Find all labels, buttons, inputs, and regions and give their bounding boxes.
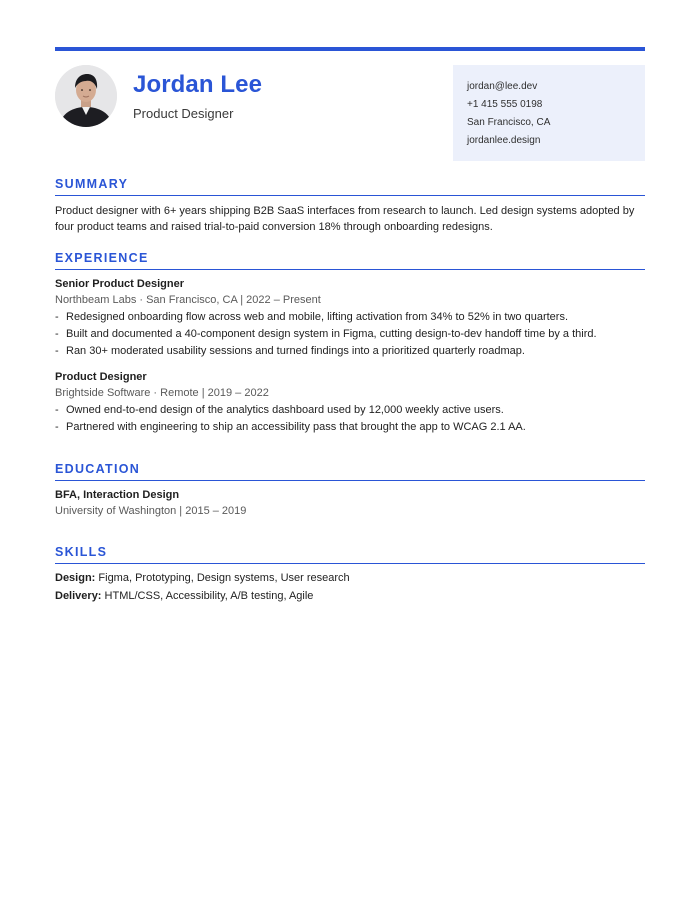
- job-bullet: - Ran 30+ moderated usability sessions and turned findings into a prioritized quarterly roadmap.: [55, 345, 525, 357]
- top-accent-rule: [55, 47, 645, 51]
- contact-email[interactable]: jordan@lee.dev: [467, 81, 538, 92]
- skills-rule: [55, 563, 645, 564]
- job-title: Product Designer: [55, 371, 147, 383]
- skill-line: Delivery: HTML/CSS, Accessibility, A/B testing, Agile: [55, 590, 314, 602]
- contact-location: San Francisco, CA: [467, 117, 551, 128]
- skills-heading: SKILLS: [55, 545, 108, 559]
- candidate-title: Product Designer: [133, 106, 234, 121]
- job-meta: Northbeam Labs · San Francisco, CA | 2022 – Present: [55, 294, 321, 306]
- job-bullet: - Owned end-to-end design of the analytics dashboard used by 12,000 weekly active users.: [55, 404, 504, 416]
- resume-header: [55, 65, 645, 161]
- education-meta: University of Washington | 2015 – 2019: [55, 505, 247, 517]
- job-title: Senior Product Designer: [55, 278, 184, 290]
- contact-phone: +1 415 555 0198: [467, 99, 543, 110]
- experience-rule: [55, 269, 645, 270]
- education-heading: EDUCATION: [55, 462, 141, 476]
- candidate-name: Jordan Lee: [133, 71, 263, 98]
- avatar: [55, 65, 117, 127]
- summary-text: Product designer with 6+ years shipping B2B SaaS interfaces from research to launch. Led design systems adopted by four product teams and raised trial-to-paid conversion 18% through onboarding redesigns.: [55, 205, 635, 233]
- contact-panel: [453, 65, 645, 161]
- job-meta: Brightside Software · Remote | 2019 – 2022: [55, 387, 269, 399]
- job-bullet: - Partnered with engineering to ship an accessibility pass that brought the app to WCAG 2.1 AA.: [55, 421, 526, 433]
- job-bullet: - Built and documented a 40-component design system in Figma, cutting design-to-dev handoff time by a third.: [55, 328, 597, 340]
- person-portrait-icon: [55, 65, 117, 127]
- degree-title: BFA, Interaction Design: [55, 489, 180, 501]
- experience-heading: EXPERIENCE: [55, 251, 149, 265]
- contact-website[interactable]: jordanlee.design: [467, 135, 541, 146]
- summary-rule: [55, 195, 645, 196]
- summary-heading: SUMMARY: [55, 177, 129, 191]
- job-bullet: - Redesigned onboarding flow across web and mobile, lifting activation from 34% to 52% in two quarters.: [55, 311, 568, 323]
- skill-line: Design: Figma, Prototyping, Design systems, User research: [55, 572, 350, 584]
- education-rule: [55, 480, 645, 481]
